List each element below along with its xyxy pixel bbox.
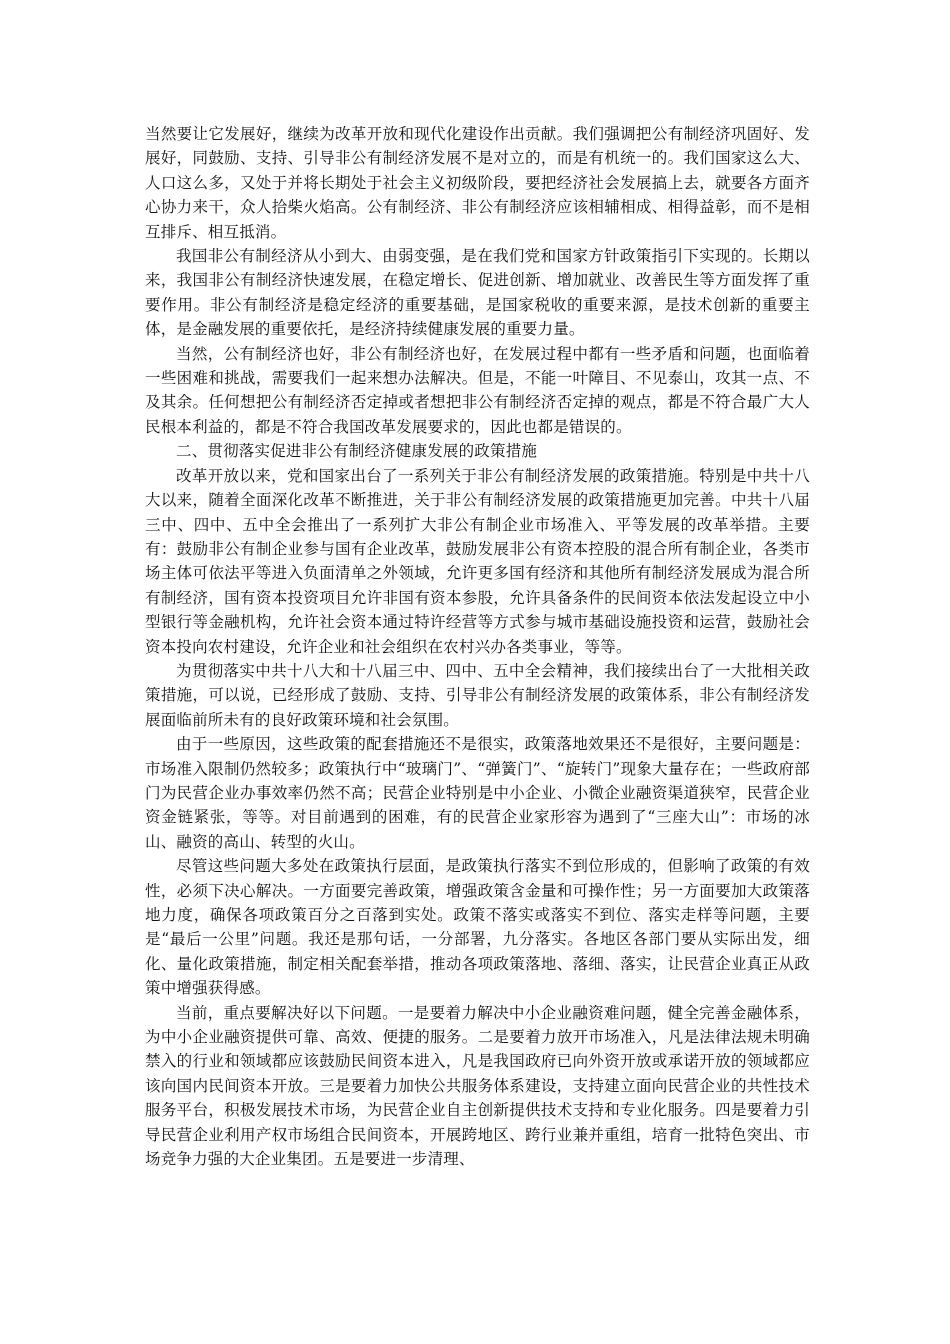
paragraph: 为贯彻落实中共十八大和十八届三中、四中、五中全会精神，我们接续出台了一大批相关政策措施，可以说，已经形成了鼓励、支持、引导非公有制经济发展的政策体系，非公有制经济发展面临前所未有的良好政策环境和社会氛围。: [145, 661, 810, 729]
paragraph: 我国非公有制经济从小到大、由弱变强，是在我们党和国家方针政策指引下实现的。长期以来，我国非公有制经济快速发展，在稳定增长、促进创新、增加就业、改善民生等方面发挥了重要作用。非公有制经济是稳定经济的重要基础，是国家税收的重要来源，是技术创新的重要主体，是金融发展的重要依托，是经济持续健康发展的重要力量。: [145, 247, 810, 339]
paragraph: 尽管这些问题大多处在政策执行层面，是政策执行落实不到位形成的，但影响了政策的有效性，必须下决心解决。一方面要完善政策，增强政策含金量和可操作性；另一方面要加大政策落地力度，确保各项政策百分之百落到实处。政策不落实或落实不到位、落实走样等问题，主要是“最后一公里”问题。我还是那句话，一分部署，九分落实。各地区各部门要从实际出发，细化、量化政策措施，制定相关配套举措，推动各项政策落地、落细、落实，让民营企业真正从政策中增强获得感。: [145, 857, 810, 998]
paragraph: 由于一些原因，这些政策的配套措施还不是很实，政策落地效果还不是很好，主要问题是：市场准入限制仍然较多；政策执行中“玻璃门”、“弹簧门”、“旋转门”现象大量存在；一些政府部门为民营企业办事效率仍然不高；民营企业特别是中小企业、小微企业融资渠道狭窄，民营企业资金链紧张，等等。对目前遇到的困难，有的民营企业家形容为遇到了“三座大山”：市场的冰山、融资的高山、转型的火山。: [145, 735, 810, 851]
paragraph: 当然，公有制经济也好，非公有制经济也好，在发展过程中都有一些矛盾和问题，也面临着一些困难和挑战，需要我们一起来想办法解决。但是，不能一叶障目、不见泰山，攻其一点、不及其余。任何想把公有制经济否定掉或者想把非公有制经济否定掉的观点，都是不符合最广大人民根本利益的，都是不符合我国改革发展要求的，因此也都是错误的。: [145, 344, 810, 436]
section-heading: 二、贯彻落实促进非公有制经济健康发展的政策措施: [176, 442, 538, 461]
document-body: [145, 122, 810, 1171]
paragraph: 当前，重点要解决好以下问题。一是要着力解决中小企业融资难问题，健全完善金融体系，为中小企业融资提供可靠、高效、便捷的服务。二是要着力放开市场准入，凡是法律法规未明确禁入的行业和领域都应该鼓励民间资本进入，凡是我国政府已向外资开放或承诺开放的领域都应该向国内民间资本开放。三是要着力加快公共服务体系建设，支持建立面向民营企业的共性技术服务平台，积极发展技术市场，为民营企业自主创新提供技术支持和专业化服务。四是要着力引导民营企业利用产权市场组合民间资本，开展跨地区、跨行业兼并重组，培育一批特色突出、市场竞争力强的大企业集团。五是要进一步清理、: [145, 1003, 810, 1169]
paragraph: 当然要让它发展好，继续为改革开放和现代化建设作出贡献。我们强调把公有制经济巩固好、发展好，同鼓励、支持、引导非公有制经济发展不是对立的，而是有机统一的。我们国家这么大、人口这么多，又处于并将长期处于社会主义初级阶段，要把经济社会发展搞上去，就要各方面齐心协力来干，众人拾柴火焰高。公有制经济、非公有制经济应该相辅相成、相得益彰，而不是相互排斥、相互抵消。: [145, 125, 810, 241]
paragraph: 改革开放以来，党和国家出台了一系列关于非公有制经济发展的政策措施。特别是中共十八大以来，随着全面深化改革不断推进，关于非公有制经济发展的政策措施更加完善。中共十八届三中、四中、五中全会推出了一系列扩大非公有制企业市场准入、平等发展的改革举措。主要有：鼓励非公有制企业参与国有企业改革，鼓励发展非公有资本控股的混合所有制企业，各类市场主体可依法平等进入负面清单之外领域，允许更多国有经济和其他所有制经济发展成为混合所有制经济，国有资本投资项目允许非国有资本参股，允许具备条件的民间资本依法发起设立中小型银行等金融机构，允许社会资本通过特许经营等方式参与城市基础设施投资和运营，鼓励社会资本投向农村建设，允许企业和社会组织在农村兴办各类事业，等等。: [145, 466, 810, 656]
